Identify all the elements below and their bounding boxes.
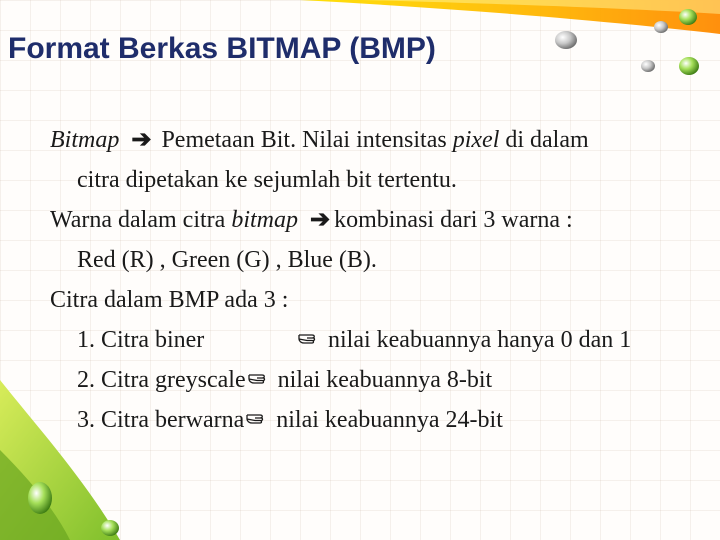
bullet-line bbox=[50, 200, 690, 240]
list-item bbox=[50, 320, 690, 360]
pointing-hand-icon bbox=[298, 330, 322, 346]
bullet-line-continued: Red (R) , Green (G) , Blue (B). bbox=[77, 247, 377, 273]
pointing-hand-icon bbox=[246, 410, 270, 426]
droplet-icon bbox=[679, 9, 697, 25]
definition-text-cont: di dalam bbox=[499, 127, 589, 153]
list-description: nilai keabuannya hanya 0 dan 1 bbox=[328, 327, 632, 353]
bullet-line bbox=[50, 120, 690, 160]
definition-text: Pemetaan Bit. Nilai intensitas bbox=[161, 127, 453, 153]
droplet-icon bbox=[28, 482, 52, 514]
list-number: 2. bbox=[77, 367, 95, 393]
pointing-hand-icon bbox=[248, 370, 272, 386]
droplet-icon bbox=[679, 57, 699, 75]
list-number: 1. bbox=[77, 327, 95, 353]
bullet-line: Citra dalam BMP ada 3 : bbox=[50, 287, 289, 313]
list-item bbox=[50, 360, 690, 400]
color-text-cont: kombinasi dari 3 warna : bbox=[334, 207, 573, 233]
list-label: Citra biner bbox=[101, 327, 205, 353]
list-label: Citra berwarna bbox=[101, 407, 245, 433]
slide-body bbox=[50, 120, 690, 440]
term-pixel: pixel bbox=[452, 127, 500, 153]
list-description: nilai keabuannya 8-bit bbox=[277, 367, 493, 393]
bullet-line-continued: citra dipetakan ke sejumlah bit tertentu. bbox=[77, 167, 457, 193]
list-item bbox=[50, 400, 690, 440]
arrow-right-icon: ➔ bbox=[131, 127, 152, 153]
term-bitmap: bitmap bbox=[231, 207, 298, 233]
droplet-icon bbox=[654, 21, 668, 33]
color-text: Warna dalam citra bbox=[50, 207, 232, 233]
list-label: Citra greyscale bbox=[101, 367, 246, 393]
droplet-icon bbox=[641, 60, 655, 72]
list-description: nilai keabuannya 24-bit bbox=[276, 407, 503, 433]
droplet-icon bbox=[555, 31, 577, 49]
term-bitmap: Bitmap bbox=[50, 127, 120, 153]
slide-title: Format Berkas BITMAP (BMP) bbox=[8, 32, 436, 65]
arrow-right-icon: ➔ bbox=[309, 207, 331, 233]
list-number: 3. bbox=[77, 407, 95, 433]
droplet-icon bbox=[101, 520, 119, 536]
